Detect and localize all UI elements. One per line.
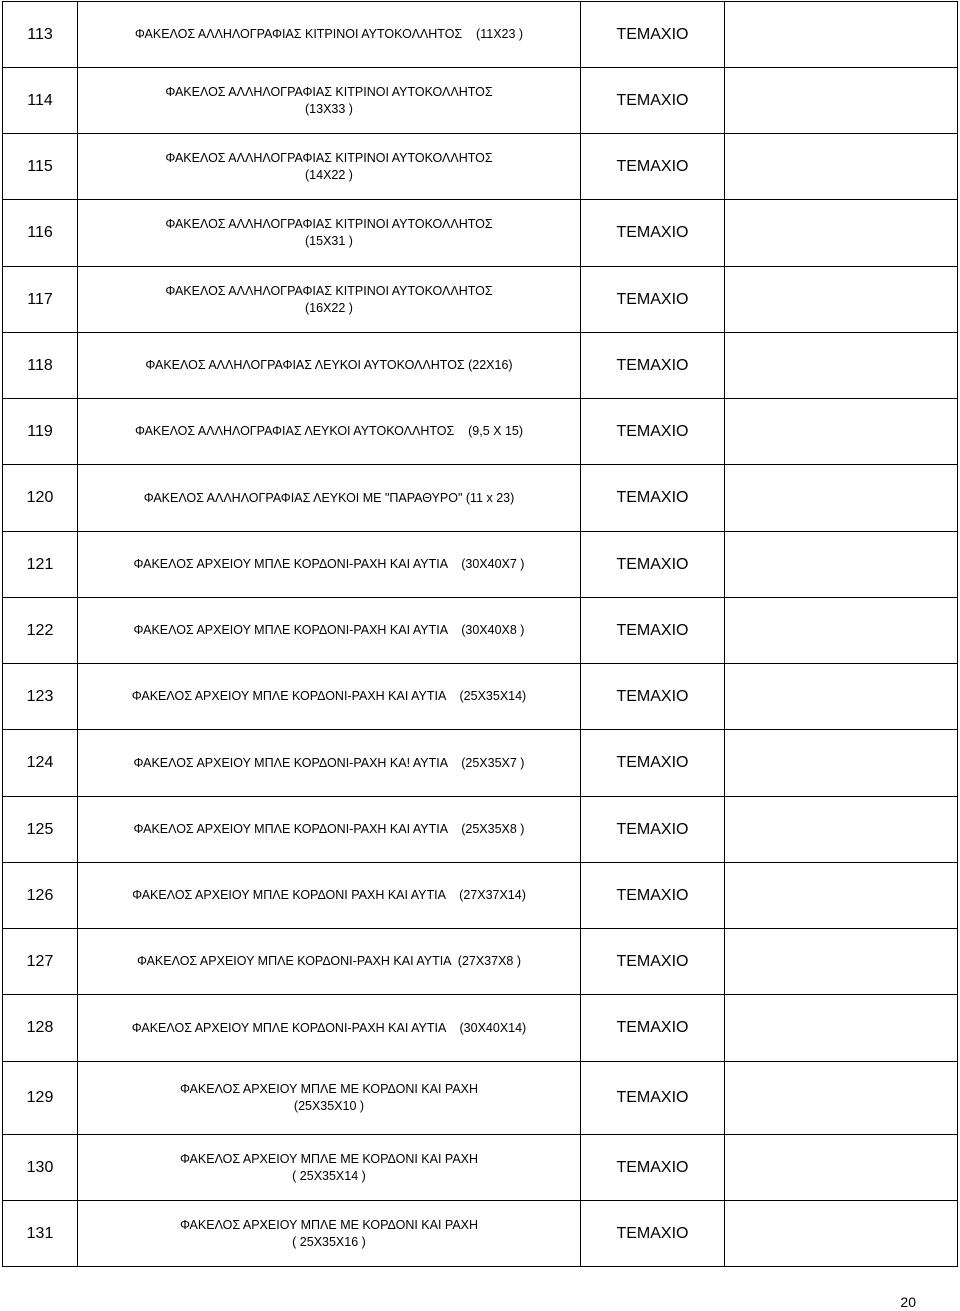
item-description <box>78 598 581 664</box>
item-number: 122 <box>3 598 78 664</box>
item-description <box>78 200 581 267</box>
empty-cell <box>725 995 958 1062</box>
item-description-line: ΦΑΚΕΛΟΣ ΑΡΧΕΙΟΥ ΜΠΛΕ ΚΟΡΔΟΝΙ-ΡΑΧΗ ΚΑΙ ΑΥΤΙΑ (30Χ40Χ14) <box>131 1020 527 1035</box>
item-number: 118 <box>3 333 78 399</box>
item-unit: ΤΕΜΑΧΙΟ <box>581 1062 725 1135</box>
item-description-line: ( 25Χ35Χ16 ) <box>292 1234 366 1249</box>
empty-cell <box>725 863 958 929</box>
item-description <box>78 995 581 1062</box>
empty-cell <box>725 465 958 532</box>
item-unit: ΤΕΜΑΧΙΟ <box>581 1135 725 1201</box>
item-description-line: ΦΑΚΕΛΟΣ ΑΛΛΗΛΟΓΡΑΦΙΑΣ ΛΕΥΚΟΙ ΜΕ "ΠΑΡΑΘΥΡΟ" (11 x 23) <box>143 490 515 505</box>
item-description-line: ΦΑΚΕΛΟΣ ΑΡΧΕΙΟΥ ΜΠΛΕ ΚΟΡΔΟΝΙ-ΡΑΧΗ ΚΑΙ ΑΥΤΙΑ (25Χ35Χ14) <box>131 689 527 703</box>
table-row <box>3 134 958 200</box>
table-row <box>3 333 958 399</box>
item-number: 126 <box>3 863 78 929</box>
item-description <box>78 68 581 134</box>
item-number: 127 <box>3 929 78 995</box>
item-number: 120 <box>3 465 78 532</box>
empty-cell <box>725 929 958 995</box>
empty-cell <box>725 2 958 68</box>
item-description <box>78 1135 581 1201</box>
item-description <box>78 399 581 465</box>
item-number: 117 <box>3 267 78 333</box>
item-description <box>78 2 581 68</box>
item-unit: ΤΕΜΑΧΙΟ <box>581 200 725 267</box>
item-unit: ΤΕΜΑΧΙΟ <box>581 730 725 797</box>
item-description-line: ΦΑΚΕΛΟΣ ΑΛΛΗΛΟΓΡΑΦΙΑΣ ΛΕΥΚΟΙ ΑΥΤΟΚΟΛΛΗΤΟΣ (22Χ16) <box>145 358 513 372</box>
empty-cell <box>725 664 958 730</box>
item-description-line: ΦΑΚΕΛΟΣ ΑΛΛΗΛΟΓΡΑΦΙΑΣ ΚΙΤΡΙΝΟΙ ΑΥΤΟΚΟΛΛΗΤΟΣ <box>165 217 493 231</box>
item-number: 114 <box>3 68 78 134</box>
empty-cell <box>725 200 958 267</box>
item-description-line: (13Χ33 ) <box>305 101 353 116</box>
table-row <box>3 598 958 664</box>
item-description-line: ΦΑΚΕΛΟΣ ΑΡΧΕΙΟΥ ΜΠΛΕ ΚΟΡΔΟΝΙ-ΡΑΧΗ ΚΑ! ΑΥΤΙΑ (25Χ35Χ7 ) <box>133 755 525 770</box>
table-row <box>3 267 958 333</box>
item-description-line: ΦΑΚΕΛΟΣ ΑΛΛΗΛΟΓΡΑΦΙΑΣ ΚΙΤΡΙΝΟΙ ΑΥΤΟΚΟΛΛΗΤΟΣ (11Χ23 ) <box>134 27 524 41</box>
item-description <box>78 730 581 797</box>
item-description-line: (25Χ35Χ10 ) <box>293 1099 365 1113</box>
item-number: 129 <box>3 1062 78 1135</box>
table-row <box>3 995 958 1062</box>
empty-cell <box>725 1201 958 1267</box>
item-description-line: ΦΑΚΕΛΟΣ ΑΡΧΕΙΟΥ ΜΠΛΕ ΜΕ ΚΟΡΔΟΝΙ ΚΑΙ ΡΑΧΗ <box>179 1082 479 1096</box>
item-description <box>78 267 581 333</box>
empty-cell <box>725 399 958 465</box>
item-description <box>78 863 581 929</box>
empty-cell <box>725 797 958 863</box>
item-unit: ΤΕΜΑΧΙΟ <box>581 664 725 730</box>
table-row <box>3 1201 958 1267</box>
table-row <box>3 399 958 465</box>
item-number: 131 <box>3 1201 78 1267</box>
item-number: 121 <box>3 532 78 598</box>
item-unit: ΤΕΜΑΧΙΟ <box>581 134 725 200</box>
table-row <box>3 200 958 267</box>
item-description-line: ΦΑΚΕΛΟΣ ΑΛΛΗΛΟΓΡΑΦΙΑΣ ΚΙΤΡΙΝΟΙ ΑΥΤΟΚΟΛΛΗΤΟΣ <box>165 84 493 99</box>
item-unit: ΤΕΜΑΧΙΟ <box>581 333 725 399</box>
table-row <box>3 664 958 730</box>
table-row <box>3 2 958 68</box>
item-description-line: ( 25Χ35Χ14 ) <box>292 1168 366 1183</box>
item-description <box>78 664 581 730</box>
item-number: 125 <box>3 797 78 863</box>
empty-cell <box>725 532 958 598</box>
table-row <box>3 68 958 134</box>
table-row <box>3 532 958 598</box>
item-description-line: (15Χ31 ) <box>305 234 353 248</box>
table-row <box>3 929 958 995</box>
page-number: 20 <box>900 1294 916 1310</box>
empty-cell <box>725 1135 958 1201</box>
item-unit: ΤΕΜΑΧΙΟ <box>581 797 725 863</box>
table-row <box>3 1135 958 1201</box>
empty-cell <box>725 598 958 664</box>
item-number: 130 <box>3 1135 78 1201</box>
item-unit: ΤΕΜΑΧΙΟ <box>581 399 725 465</box>
table-row <box>3 730 958 797</box>
item-unit: ΤΕΜΑΧΙΟ <box>581 929 725 995</box>
item-description-line: (14Χ22 ) <box>305 167 353 182</box>
item-description <box>78 1201 581 1267</box>
item-unit: ΤΕΜΑΧΙΟ <box>581 1201 725 1267</box>
item-description-line: ΦΑΚΕΛΟΣ ΑΡΧΕΙΟΥ ΜΠΛΕ ΜΕ ΚΟΡΔΟΝΙ ΚΑΙ ΡΑΧΗ <box>179 1151 479 1166</box>
items-table-body <box>3 2 958 1267</box>
item-description <box>78 532 581 598</box>
item-number: 113 <box>3 2 78 68</box>
empty-cell <box>725 68 958 134</box>
item-description-line: ΦΑΚΕΛΟΣ ΑΛΛΗΛΟΓΡΑΦΙΑΣ ΚΙΤΡΙΝΟΙ ΑΥΤΟΚΟΛΛΗΤΟΣ <box>165 150 493 165</box>
item-description <box>78 1062 581 1135</box>
item-description <box>78 797 581 863</box>
item-unit: ΤΕΜΑΧΙΟ <box>581 532 725 598</box>
items-table <box>2 1 958 1267</box>
empty-cell <box>725 134 958 200</box>
item-number: 116 <box>3 200 78 267</box>
item-description <box>78 134 581 200</box>
empty-cell <box>725 333 958 399</box>
item-unit: ΤΕΜΑΧΙΟ <box>581 863 725 929</box>
item-description-line: (16Χ22 ) <box>305 300 353 315</box>
item-description-line: ΦΑΚΕΛΟΣ ΑΡΧΕΙΟΥ ΜΠΛΕ ΚΟΡΔΟΝΙ-ΡΑΧΗ ΚΑΙ ΑΥΤΙΑ (30Χ40Χ8 ) <box>133 623 525 637</box>
item-unit: ΤΕΜΑΧΙΟ <box>581 267 725 333</box>
item-unit: ΤΕΜΑΧΙΟ <box>581 465 725 532</box>
item-unit: ΤΕΜΑΧΙΟ <box>581 995 725 1062</box>
item-number: 128 <box>3 995 78 1062</box>
table-row <box>3 465 958 532</box>
item-unit: ΤΕΜΑΧΙΟ <box>581 598 725 664</box>
item-number: 123 <box>3 664 78 730</box>
item-unit: ΤΕΜΑΧΙΟ <box>581 2 725 68</box>
item-number: 115 <box>3 134 78 200</box>
item-description-line: ΦΑΚΕΛΟΣ ΑΡΧΕΙΟΥ ΜΠΛΕ ΚΟΡΔΟΝΙ-ΡΑΧΗ ΚΑΙ ΑΥΤΙΑ (25Χ35Χ8 ) <box>133 822 525 836</box>
item-description <box>78 465 581 532</box>
item-description <box>78 929 581 995</box>
empty-cell <box>725 267 958 333</box>
table-row <box>3 863 958 929</box>
empty-cell <box>725 730 958 797</box>
item-description-line: ΦΑΚΕΛΟΣ ΑΛΛΗΛΟΓΡΑΦΙΑΣ ΛΕΥΚΟΙ ΑΥΤΟΚΟΛΛΗΤΟΣ (9,5 Χ 15) <box>134 424 524 438</box>
table-row <box>3 797 958 863</box>
item-description-line: ΦΑΚΕΛΟΣ ΑΡΧΕΙΟΥ ΜΠΛΕ ΚΟΡΔΟΝΙ-ΡΑΧΗ ΚΑΙ ΑΥΤΙΑ (27Χ37Χ8 ) <box>136 954 522 968</box>
item-description-line: ΦΑΚΕΛΟΣ ΑΡΧΕΙΟΥ ΜΠΛΕ ΚΟΡΔΟΝΙ-ΡΑΧΗ ΚΑΙ ΑΥΤΙΑ (30Χ40Χ7 ) <box>133 557 525 571</box>
item-description-line: ΦΑΚΕΛΟΣ ΑΡΧΕΙΟΥ ΜΠΛΕ ΜΕ ΚΟΡΔΟΝΙ ΚΑΙ ΡΑΧΗ <box>179 1217 479 1232</box>
item-description-line: ΦΑΚΕΛΟΣ ΑΛΛΗΛΟΓΡΑΦΙΑΣ ΚΙΤΡΙΝΟΙ ΑΥΤΟΚΟΛΛΗΤΟΣ <box>165 283 493 298</box>
item-description <box>78 333 581 399</box>
table-row <box>3 1062 958 1135</box>
item-number: 119 <box>3 399 78 465</box>
item-description-line: ΦΑΚΕΛΟΣ ΑΡΧΕΙΟΥ ΜΠΛΕ ΚΟΡΔΟΝΙ ΡΑΧΗ ΚΑΙ ΑΥΤΙΑ (27Χ37Χ14) <box>132 888 526 902</box>
item-unit: ΤΕΜΑΧΙΟ <box>581 68 725 134</box>
item-number: 124 <box>3 730 78 797</box>
empty-cell <box>725 1062 958 1135</box>
